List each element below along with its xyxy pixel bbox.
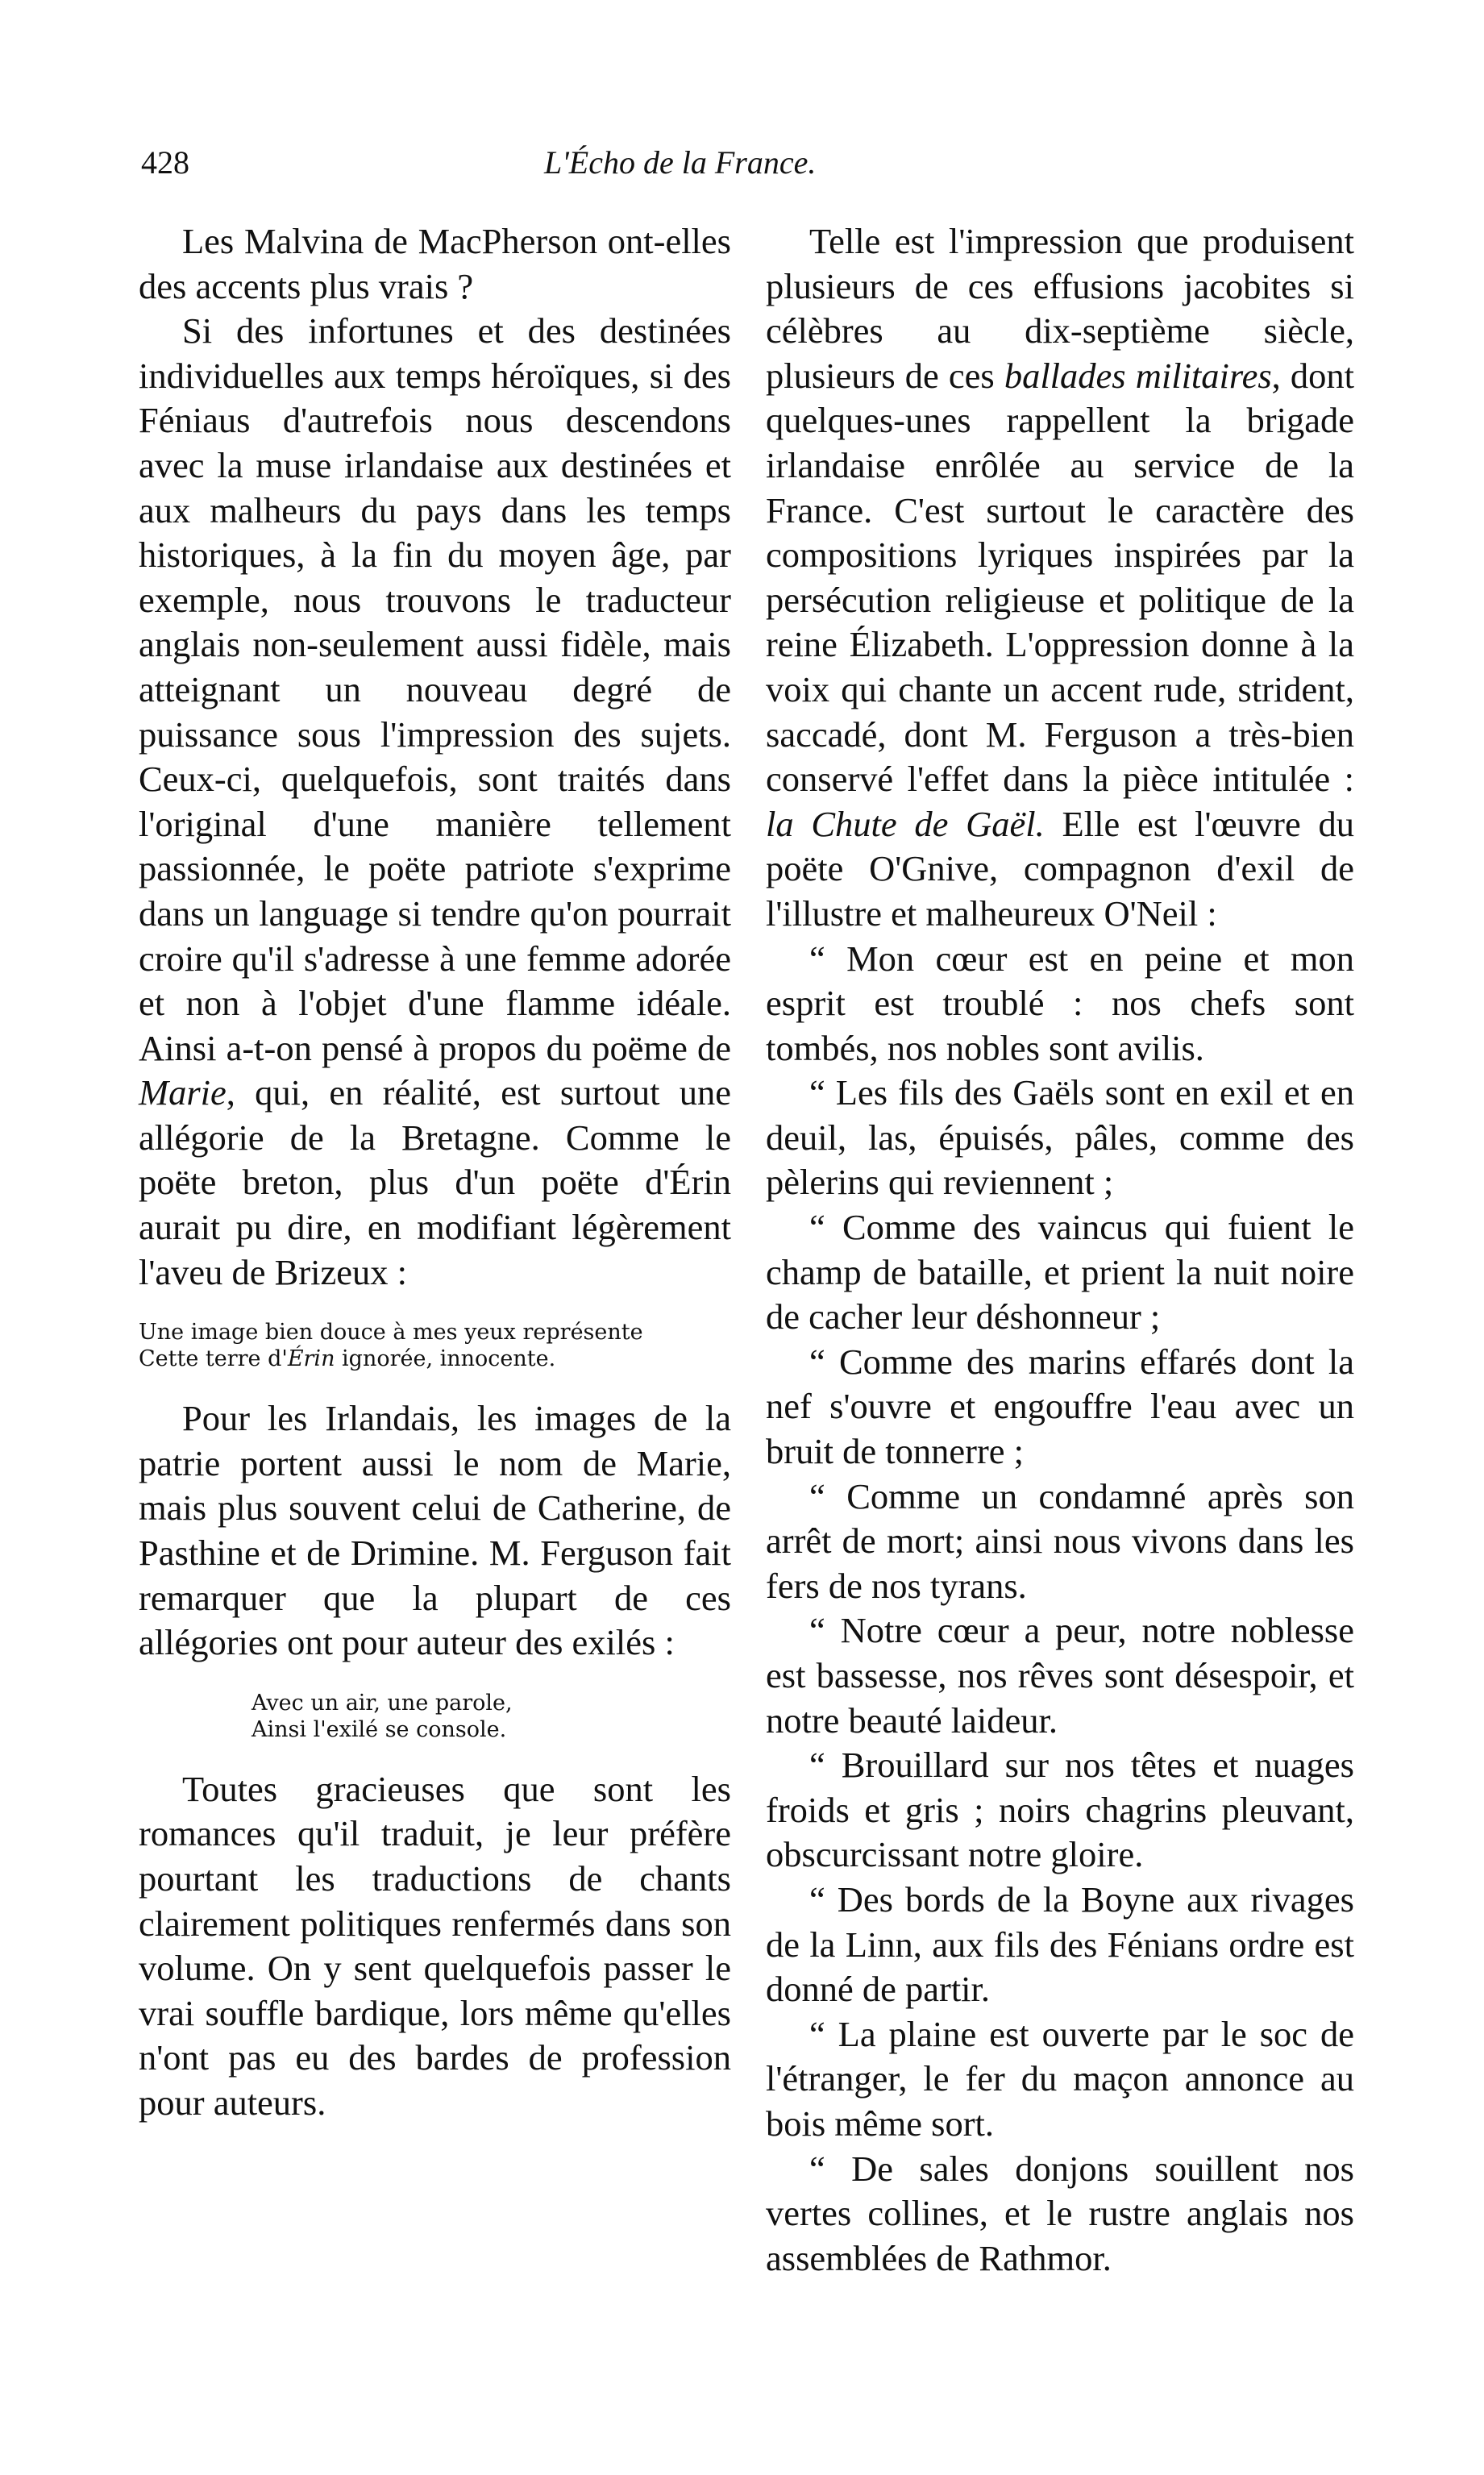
left-paragraph-4: Toutes gracieuses que sont les romances qu'il traduit, je leur préfère pourtant les traductions de chants clairement politiques renfermés dans son volume. On y sent quelquefois passer le vrai souffle bardique, lors même qu'elles n'ont pas eu des bardes de profession pour auteurs. (139, 1768, 731, 2123)
quote-stanza: “ Brouillard sur nos têtes et nuages froids et gris ; noirs chagrins pleuvant, obscurcissant notre gloire. (766, 1745, 1354, 1875)
quote-stanza: “ Comme un condamné après son arrêt de mort; ainsi nous vivons dans les fers de nos tyrans. (766, 1475, 1354, 1606)
page-header (141, 144, 1399, 192)
verse-line: Avec un air, une parole, (251, 1690, 513, 1716)
right-paragraph-1-text-2: , dont quelques-unes rappellent la brigade irlandaise enrôlée au service de la France. C'est surtout le caractère des compositions lyriques inspirées par la persécution religieuse et politique de la reine Élizabeth. L'oppression donne à la voix qui chante un accent rude, strident, saccadé, dont M. Ferguson a très-bien conservé l'effet dans la pièce intitulée : (766, 355, 1354, 800)
right-column (766, 219, 1354, 2281)
quote-stanza: “ Des bords de la Boyne aux rivages de la Linn, aux fils des Fénians ordre est donné de partir. (766, 1878, 1354, 2010)
left-paragraph-2 (139, 309, 731, 1295)
right-paragraph-1-italic-2: la Chute de Gaël. (766, 803, 1045, 844)
left-paragraph-3: Pour les Irlandais, les images de la patrie portent aussi le nom de Marie, mais plus souvent celui de Catherine, de Pasthine et de Drimine. M. Ferguson fait remarquer que la plupart de ces allégories ont pour auteur des exilés : (139, 1398, 731, 1663)
right-paragraph-1 (766, 219, 1354, 937)
verse-line (139, 1346, 731, 1372)
running-title: L'Écho de la France. (544, 144, 817, 181)
right-paragraph-1-text-3: Elle est l'œuvre du poëte O'Gnive, compagnon d'exil de l'illustre et malheureux O'Neil : (766, 803, 1354, 934)
quote-stanza: “ Comme des vaincus qui fuient le champ de bataille, et prient la nuit noire de cacher leur déshonneur ; (766, 1207, 1354, 1337)
left-paragraph-2-text: Si des infortunes et des destinées individuelles aux temps héroïques, si des Féniaus d'autrefois nous descendons avec la muse irlandaise aux destinées et aux malheurs du pays dans les temps historiques, à la fin du moyen âge, par exemple, nous trouvons le traducteur anglais non-seulement aussi fidèle, mais atteignant un nouveau degré de puissance sous l'impression des sujets. Ceux-ci, quelquefois, sont traités dans l'original d'une manière tellement passionnée, le poëte patriote s'exprime dans un language si tendre qu'on pourrait croire qu'il s'adresse à une femme adorée et non à l'objet d'une flamme idéale. Ainsi a-t-on pensé à propos du poëme de (139, 310, 731, 1068)
quote-stanza: “ Les fils des Gaëls sont en exil et en deuil, las, épuisés, pâles, comme des pèlerins qui reviennent ; (766, 1072, 1354, 1203)
page-number: 428 (141, 144, 189, 181)
verse-quote-exile (139, 1690, 731, 1743)
left-column (139, 219, 731, 2126)
verse-line: Une image bien douce à mes yeux représente (139, 1320, 643, 1346)
right-paragraph-1-italic: ballades militaires (1004, 355, 1272, 396)
verse-line: Ainsi l'exilé se console. (251, 1716, 507, 1742)
quote-stanza: “ Notre cœur a peur, notre noblesse est bassesse, nos rêves sont désespoir, et notre beauté laideur. (766, 1610, 1354, 1741)
verse-quote-brizeux (139, 1319, 731, 1372)
verse-text: Cette terre d' (139, 1346, 288, 1372)
verse-text: ignorée, innocente. (335, 1346, 556, 1372)
left-paragraph-1: Les Malvina de MacPherson ont-elles des accents plus vrais ? (139, 221, 731, 306)
left-paragraph-2-italic: Marie (139, 1072, 227, 1113)
quote-stanza: “ De sales donjons souillent nos vertes collines, et le rustre anglais nos assemblées de Rathmor. (766, 2148, 1354, 2278)
quote-stanza: “ Mon cœur est en peine et mon esprit est troublé : nos chefs sont tombés, nos nobles sont avilis. (766, 938, 1354, 1068)
quote-stanza: “ La plaine est ouverte par le soc de l'étranger, le fer du maçon annonce au bois même sort. (766, 2013, 1354, 2144)
left-paragraph-2-end: , qui, en réalité, est surtout une allégorie de la Bretagne. Comme le poëte breton, plus d'un poëte d'Érin aurait pu dire, en modifiant légèrement l'aveu de Brizeux : (139, 1072, 731, 1292)
quote-stanza: “ Comme des marins effarés dont la nef s'ouvre et engouffre l'eau avec un bruit de tonnerre ; (766, 1341, 1354, 1472)
verse-italic: Érin (287, 1346, 335, 1372)
right-paragraph-1-text: Telle est l'impression que produisent plusieurs de ces effusions jacobites si célèbres au dix-septième siècle, plusieurs de ces (766, 221, 1354, 396)
